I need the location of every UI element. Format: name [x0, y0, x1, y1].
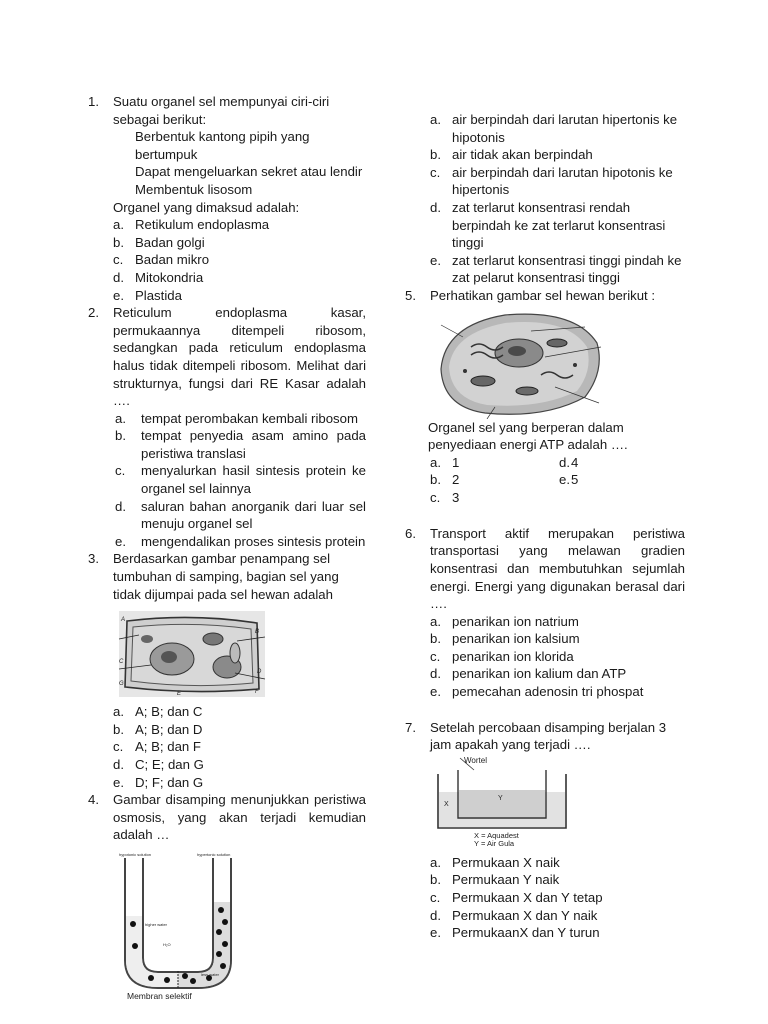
- answer-option[interactable]: [430, 871, 685, 889]
- answer-option[interactable]: [430, 683, 685, 701]
- water-label: H₂O: [163, 941, 171, 947]
- answer-option[interactable]: [559, 454, 681, 472]
- question-6: [405, 525, 685, 701]
- option-text: Badan mikro: [135, 252, 210, 268]
- legend-y: Y = Air Gula: [474, 838, 515, 848]
- answer-option[interactable]: [430, 471, 562, 489]
- answer-options: [430, 613, 685, 701]
- option-text: penarikan ion kalium dan ATP: [452, 666, 627, 682]
- answer-option[interactable]: [430, 924, 685, 942]
- question-ask: Organel sel yang berperan dalam penyediaan energi ATP adalah ….: [428, 419, 628, 453]
- option-letter: c.: [430, 890, 441, 906]
- answer-option[interactable]: [430, 630, 685, 648]
- option-letter: c.: [113, 739, 124, 755]
- answer-option[interactable]: [113, 756, 366, 774]
- left-column: [88, 93, 366, 1000]
- option-text: saluran bahan anorganik dari luar sel menuju organel sel: [141, 498, 366, 532]
- animal-cell-figure: [435, 307, 607, 419]
- answer-option[interactable]: [430, 146, 685, 164]
- option-letter: a.: [113, 704, 124, 720]
- option-text: Badan golgi: [135, 234, 205, 250]
- option-letter: e.: [113, 287, 124, 303]
- option-letter: e.: [430, 252, 441, 268]
- option-letter: c.: [430, 489, 441, 505]
- answer-option[interactable]: [430, 454, 562, 472]
- answer-option[interactable]: [113, 774, 366, 792]
- answer-option[interactable]: [113, 410, 366, 428]
- option-text: zat terlarut konsentrasi tinggi pindah ke zat pelarut konsentrasi tinggi: [452, 252, 682, 286]
- option-text: penarikan ion klorida: [452, 648, 574, 664]
- option-letter: e.: [115, 533, 126, 549]
- answer-option[interactable]: [430, 854, 685, 872]
- option-text: penarikan ion kalsium: [452, 631, 580, 647]
- option-letter: b.: [430, 147, 441, 163]
- trait-item: Berbentuk kantong pipih yang bertumpuk: [135, 129, 310, 162]
- option-letter: d.: [115, 498, 126, 514]
- option-letter: e.: [113, 774, 124, 790]
- answer-option[interactable]: [113, 533, 366, 551]
- option-letter: a.: [430, 454, 441, 470]
- answer-option[interactable]: [430, 648, 685, 666]
- option-text: air berpindah dari larutan hipotonis ke hipertonis: [452, 164, 673, 198]
- answer-option[interactable]: [430, 907, 685, 925]
- option-letter: b.: [113, 234, 124, 250]
- option-letter: b.: [430, 872, 441, 888]
- answer-option[interactable]: [430, 111, 685, 146]
- option-text: Retikulum endoplasma: [135, 217, 270, 233]
- osmosis-u-tube-figure: [113, 850, 243, 1000]
- option-letter: d.: [430, 666, 441, 682]
- option-text: A; B; dan F: [135, 739, 201, 755]
- option-text: D; F; dan G: [135, 774, 204, 790]
- cell-label: G: [119, 681, 124, 688]
- answer-option[interactable]: [113, 234, 366, 252]
- option-letter: c.: [113, 252, 124, 268]
- question-number: 4.: [88, 792, 99, 808]
- option-text: Permukaan X dan Y naik: [452, 907, 598, 923]
- option-text: 2: [452, 472, 460, 488]
- y-label: Y: [498, 794, 503, 802]
- question-7: [405, 719, 685, 942]
- question-stem: Transport aktif merupakan peristiwa transportasi yang melawan gradien konsentrasi dan membutuhkan sejumlah energi. Energi yang digunakan berasal dari ….: [430, 525, 685, 612]
- answer-option[interactable]: [430, 665, 685, 683]
- answer-option[interactable]: [430, 199, 685, 252]
- option-text: penarikan ion natrium: [452, 613, 579, 629]
- cell-label: C: [119, 659, 124, 666]
- question-number: 2.: [88, 305, 99, 321]
- option-text: mengendalikan proses sintesis protein: [141, 533, 366, 549]
- answer-option[interactable]: [113, 738, 366, 756]
- answer-option[interactable]: [113, 498, 366, 533]
- question-5: [405, 287, 685, 507]
- answer-option[interactable]: [113, 269, 366, 287]
- option-letter: d.: [430, 907, 441, 923]
- trait-item: Dapat mengeluarkan sekret atau lendir: [135, 164, 363, 180]
- answer-option[interactable]: [113, 721, 366, 739]
- answer-options: [113, 216, 366, 304]
- answer-option[interactable]: [113, 427, 366, 462]
- option-text: Permukaan Y naik: [452, 872, 560, 888]
- option-letter: a.: [430, 854, 441, 870]
- question-stem: Gambar disamping menunjukkan peristiwa osmosis, yang akan terjadi kemudian adalah …: [113, 792, 366, 843]
- wortel-label: Wortel: [464, 755, 487, 765]
- plant-cell-figure: [117, 609, 267, 699]
- option-text: tempat perombakan kembali ribosom: [141, 410, 358, 426]
- option-letter: b.: [430, 472, 441, 488]
- cell-label: D: [257, 669, 262, 676]
- answer-option[interactable]: [113, 462, 366, 497]
- option-text: A; B; dan C: [135, 704, 203, 720]
- legend-x: X = Aquadest: [474, 830, 519, 840]
- option-letter: e.: [430, 684, 441, 700]
- option-text: menyalurkan hasil sintesis protein ke organel sel lainnya: [141, 463, 366, 497]
- answer-option[interactable]: [113, 287, 366, 305]
- question-stem: Suatu organel sel mempunyai ciri-ciri sebagai berikut:: [113, 94, 330, 127]
- cell-label: A: [121, 617, 126, 624]
- option-text: pemecahan adenosin tri phospat: [452, 684, 644, 700]
- option-letter: b.: [115, 428, 126, 444]
- option-text: Plastida: [135, 287, 182, 303]
- membrane-caption: Membran selektif: [127, 990, 192, 1000]
- option-letter: d.: [113, 269, 124, 285]
- option-text: Mitokondria: [135, 269, 204, 285]
- option-letter: c.: [115, 463, 126, 479]
- option-letter: a.: [115, 410, 126, 426]
- answer-options: [430, 454, 685, 507]
- option-text: air berpindah dari larutan hipertonis ke hipotonis: [452, 112, 678, 145]
- option-text: Permukaan X naik: [452, 854, 560, 870]
- answer-option[interactable]: [559, 471, 681, 489]
- hypertonic-label: hypertonic solution: [197, 851, 231, 857]
- question-number: 6.: [405, 525, 416, 541]
- trait-list: [113, 128, 366, 198]
- cell-label: F: [255, 689, 259, 696]
- answer-option[interactable]: [113, 703, 366, 721]
- option-text: 1: [452, 454, 460, 470]
- answer-options: [430, 854, 685, 942]
- question-number: 5.: [405, 287, 416, 303]
- question-stem: Reticulum endoplasma kasar, permukaannya ditempeli ribosom, sedangkan pada reticulum endoplasma halus tidak ditempeli ribosom. Melihat dari strukturnya, fungsi dari RE Kasar adalah ….: [113, 305, 366, 409]
- option-letter: a.: [113, 217, 124, 233]
- option-letter: c.: [430, 164, 441, 180]
- option-letter: d.: [430, 199, 441, 215]
- higher-water-label: higher water: [145, 921, 168, 927]
- cell-label: E: [177, 691, 182, 698]
- option-letter: e.: [559, 472, 570, 488]
- option-text: 5: [571, 472, 579, 488]
- question-stem: Perhatikan gambar sel hewan berikut :: [430, 287, 656, 303]
- option-letter: a.: [430, 112, 441, 127]
- x-label: X: [444, 800, 449, 808]
- answer-option[interactable]: [430, 252, 685, 287]
- option-letter: e.: [430, 925, 441, 941]
- right-column: [405, 111, 685, 942]
- answer-options: [113, 410, 366, 551]
- question-3: [88, 550, 366, 791]
- question-ask: Organel yang dimaksud adalah:: [113, 199, 300, 215]
- option-text: zat terlarut konsentrasi rendah berpindah ke zat terlarut konsentrasi tinggi: [452, 199, 666, 251]
- option-text: 3: [452, 489, 460, 505]
- question-number: 7.: [405, 719, 416, 735]
- question-2: [88, 304, 366, 550]
- question-stem: Berdasarkan gambar penampang sel tumbuhan di samping, bagian sel yang tidak dijumpai pada sel hewan adalah: [113, 551, 339, 602]
- question-stem: Setelah percobaan disamping berjalan 3 jam apakah yang terjadi ….: [430, 719, 667, 753]
- answer-option[interactable]: [113, 216, 366, 234]
- answer-option[interactable]: [430, 889, 685, 907]
- option-text: C; E; dan G: [135, 757, 204, 772]
- question-1: [88, 93, 366, 304]
- question-4-options: [405, 111, 685, 287]
- answer-option[interactable]: [430, 164, 685, 199]
- answer-option[interactable]: [430, 613, 685, 631]
- option-letter: c.: [430, 648, 441, 664]
- option-text: tempat penyedia asam amino pada peristiwa translasi: [141, 428, 366, 461]
- trait-item: Membentuk lisosom: [135, 181, 253, 197]
- option-text: PermukaanX dan Y turun: [452, 925, 600, 941]
- answer-options: [113, 703, 366, 791]
- option-letter: d.: [559, 454, 570, 470]
- less-water-label: less water: [201, 971, 220, 977]
- option-text: Permukaan X dan Y tetap: [452, 890, 603, 906]
- option-letter: b.: [430, 631, 441, 647]
- option-text: air tidak akan berpindah: [452, 147, 593, 163]
- answer-options: [430, 111, 685, 287]
- answer-option[interactable]: [113, 251, 366, 269]
- question-number: 3.: [88, 551, 99, 567]
- option-text: A; B; dan D: [135, 721, 203, 737]
- option-letter: d.: [113, 757, 124, 772]
- question-4: [88, 791, 366, 1000]
- option-letter: a.: [430, 613, 441, 629]
- option-letter: b.: [113, 721, 124, 737]
- carrot-osmosis-figure: [434, 756, 574, 848]
- answer-option[interactable]: [430, 489, 562, 507]
- hypotonic-label: hypotonic solution: [119, 851, 152, 857]
- question-number: 1.: [88, 94, 99, 109]
- option-text: 4: [571, 454, 579, 470]
- cell-label: B: [255, 629, 260, 636]
